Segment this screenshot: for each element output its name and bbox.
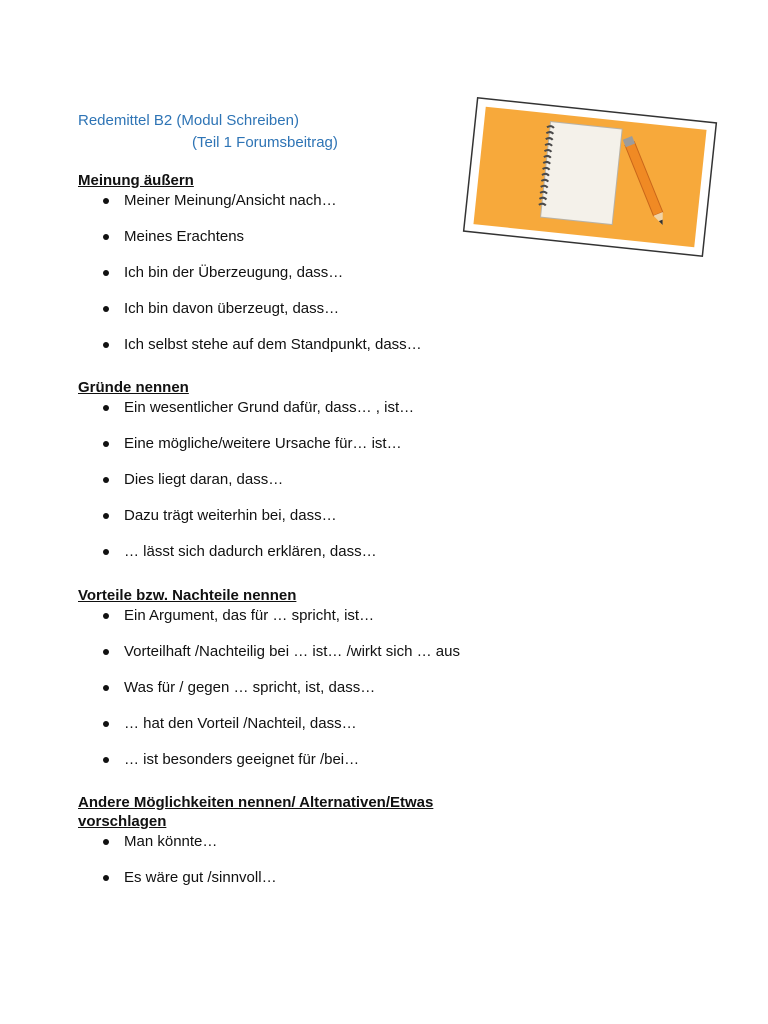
section-heading: Vorteile bzw. Nachteile nennen [78,587,297,604]
document-title [78,110,338,154]
list-item: Dies liegt daran, dass… [78,469,498,505]
list-item: Was für / gegen … spricht, ist, dass… [78,677,498,713]
list-item: Ein Argument, das für … spricht, ist… [78,605,498,641]
section-heading: Gründe nennen [78,379,189,396]
list-item: … lässt sich dadurch erklären, dass… [78,541,498,577]
section-heading: Meinung äußern [78,172,194,189]
section-heading: Andere Möglichkeiten nennen/ Alternativen/Etwas vorschlagen [78,794,434,830]
item-list [78,605,498,785]
section-meinung [78,171,498,370]
list-item: Vorteilhaft /Nachteilig bei … ist… /wirkt sich … aus [78,641,498,677]
list-item: Man könnte… [78,831,478,867]
list-item: Meiner Meinung/Ansicht nach… [78,190,498,226]
list-item: Dazu trägt weiterhin bei, dass… [78,505,498,541]
list-item: … hat den Vorteil /Nachteil, dass… [78,713,498,749]
title-line-1: Redemittel B2 (Modul Schreiben) [78,112,299,129]
list-item: Eine mögliche/weitere Ursache für… ist… [78,433,498,469]
list-item: … ist besonders geeignet für /bei… [78,749,498,785]
list-item: Ich bin der Überzeugung, dass… [78,262,498,298]
section-alternativen [78,793,478,903]
item-list [78,397,498,577]
list-item: Es wäre gut /sinnvoll… [78,867,478,903]
item-list [78,831,478,903]
list-item: Ich bin davon überzeugt, dass… [78,298,498,334]
title-line-2: (Teil 1 Forumsbeitrag) [192,134,338,151]
item-list [78,190,498,370]
section-gruende [78,378,498,577]
section-vorteile [78,586,498,785]
notebook-pencil-icon [462,92,718,262]
list-item: Ich selbst stehe auf dem Standpunkt, dass… [78,334,498,370]
list-item: Meines Erachtens [78,226,498,262]
list-item: Ein wesentlicher Grund dafür, dass… , ist… [78,397,498,433]
